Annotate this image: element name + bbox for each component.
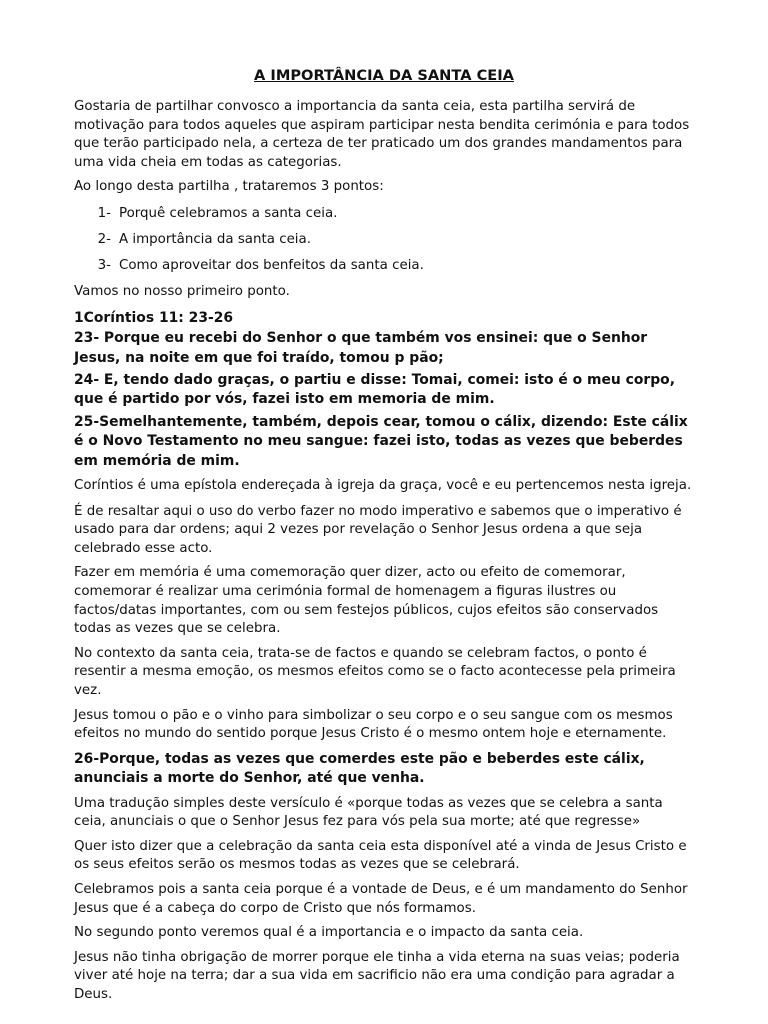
paragraph-imperativo: É de resaltar aqui o uso do verbo fazer no modo imperativo e sabemos que o imperativo é usado para dar ordens; aqui 2 vezes por revelação o Senhor Jesus ordena a que seja celebrado esse acto. <box>74 503 682 556</box>
paragraph-vontade-deus: Celebramos pois a santa ceia porque é a vontade de Deus, e é um mandamento do Senhor Jesus que é a cabeça do corpo de Cristo que nós formamos. <box>74 882 688 916</box>
paragraph-celebracao: Quer isto dizer que a celebração da santa ceia esta disponível até a vinda de Jesus Cristo e os seus efeitos serão os mesmos todas as vezes que se celebrará. <box>74 838 687 873</box>
paragraph-memoria: Fazer em memória é uma comemoração quer dizer, acto ou efeito de comemorar, comemorar é realizar uma cerimónia formal de homenagem a figuras ilustres ou factos/datas importantes, com ou sem festejos públicos, cujos efeitos são conservados todas as vezes que se celebra. <box>74 565 659 637</box>
paragraph-pao-vinho: Jesus tomou o pão e o vinho para simbolizar o seu corpo e o seu sangue com os mesmos efeitos no mundo do sentido porque Jesus Cristo é o mesmo ontem hoje e eternamente. <box>74 707 673 742</box>
paragraph-corintios: Coríntios é uma epístola endereçada à igreja da graça, você e eu pertencemos nesta igreja. <box>74 478 692 494</box>
list-text: A importância da santa ceia. <box>119 232 311 248</box>
list-number: 1- <box>97 205 111 221</box>
bible-reference: 1Coríntios 11: 23-26 <box>74 309 234 326</box>
list-text: Como aproveitar dos benfeitos da santa ceia. <box>119 258 424 274</box>
document-title: A IMPORTÂNCIA DA SANTA CEIA <box>254 67 514 84</box>
list-item <box>74 231 694 250</box>
list-number: 3- <box>97 258 111 274</box>
verse-25: 25-Semelhantemente, também, depois cear, tomou o cálix, dizendo: Este cálix é o Novo Testamento no meu sangue: fazei isto, todas as vezes que beberdes em memória de mim. <box>74 413 688 469</box>
intro-paragraph: Gostaria de partilhar convosco a importancia da santa ceia, esta partilha servirá de motivação para todos aqueles que aspiram participar nesta bendita cerimónia e para todos que terão participado nela, a certeza de ter praticado um dos grandes mandamentos para uma vida cheia em todas as categorias. <box>74 99 690 170</box>
list-item <box>74 257 694 276</box>
paragraph-traducao: Uma tradução simples deste versículo é «porque todas as vezes que se celebra a santa ceia, anunciais o que o Senhor Jesus fez para vós pela sua morte; até que regresse» <box>74 795 663 830</box>
points-intro: Ao longo desta partilha , trataremos 3 pontos: <box>74 179 384 195</box>
list-item <box>74 205 694 224</box>
points-list <box>74 205 694 276</box>
paragraph-segundo-ponto: No segundo ponto veremos qual é a importancia e o impacto da santa ceia. <box>74 925 584 941</box>
list-number: 2- <box>97 232 111 248</box>
verse-24: 24- E, tendo dado graças, o partiu e disse: Tomai, comei: isto é o meu corpo, que é partido por vós, fazei isto em memoria de mim. <box>74 372 675 408</box>
paragraph-jesus-obrigacao: Jesus não tinha obrigação de morrer porque ele tinha a vida eterna na suas veias; poderia viver até hoje na terra; dar a sua vida em sacrificio não era uma condição para agradar a Deus. <box>74 949 680 1002</box>
verse-26: 26-Porque, todas as vezes que comerdes este pão e beberdes este cálix, anunciais a morte do Senhor, até que venha. <box>74 750 645 787</box>
first-point-paragraph: Vamos no nosso primeiro ponto. <box>74 284 290 300</box>
paragraph-contexto: No contexto da santa ceia, trata-se de factos e quando se celebram factos, o ponto é resentir a mesma emoção, os mesmos efeitos como se o facto acontecesse pela primeira vez. <box>74 645 676 699</box>
verse-23: 23- Porque eu recebi do Senhor o que também vos ensinei: que o Senhor Jesus, na noite em que foi traído, tomou p pão; <box>74 330 648 366</box>
list-text: Porquê celebramos a santa ceia. <box>119 205 338 221</box>
